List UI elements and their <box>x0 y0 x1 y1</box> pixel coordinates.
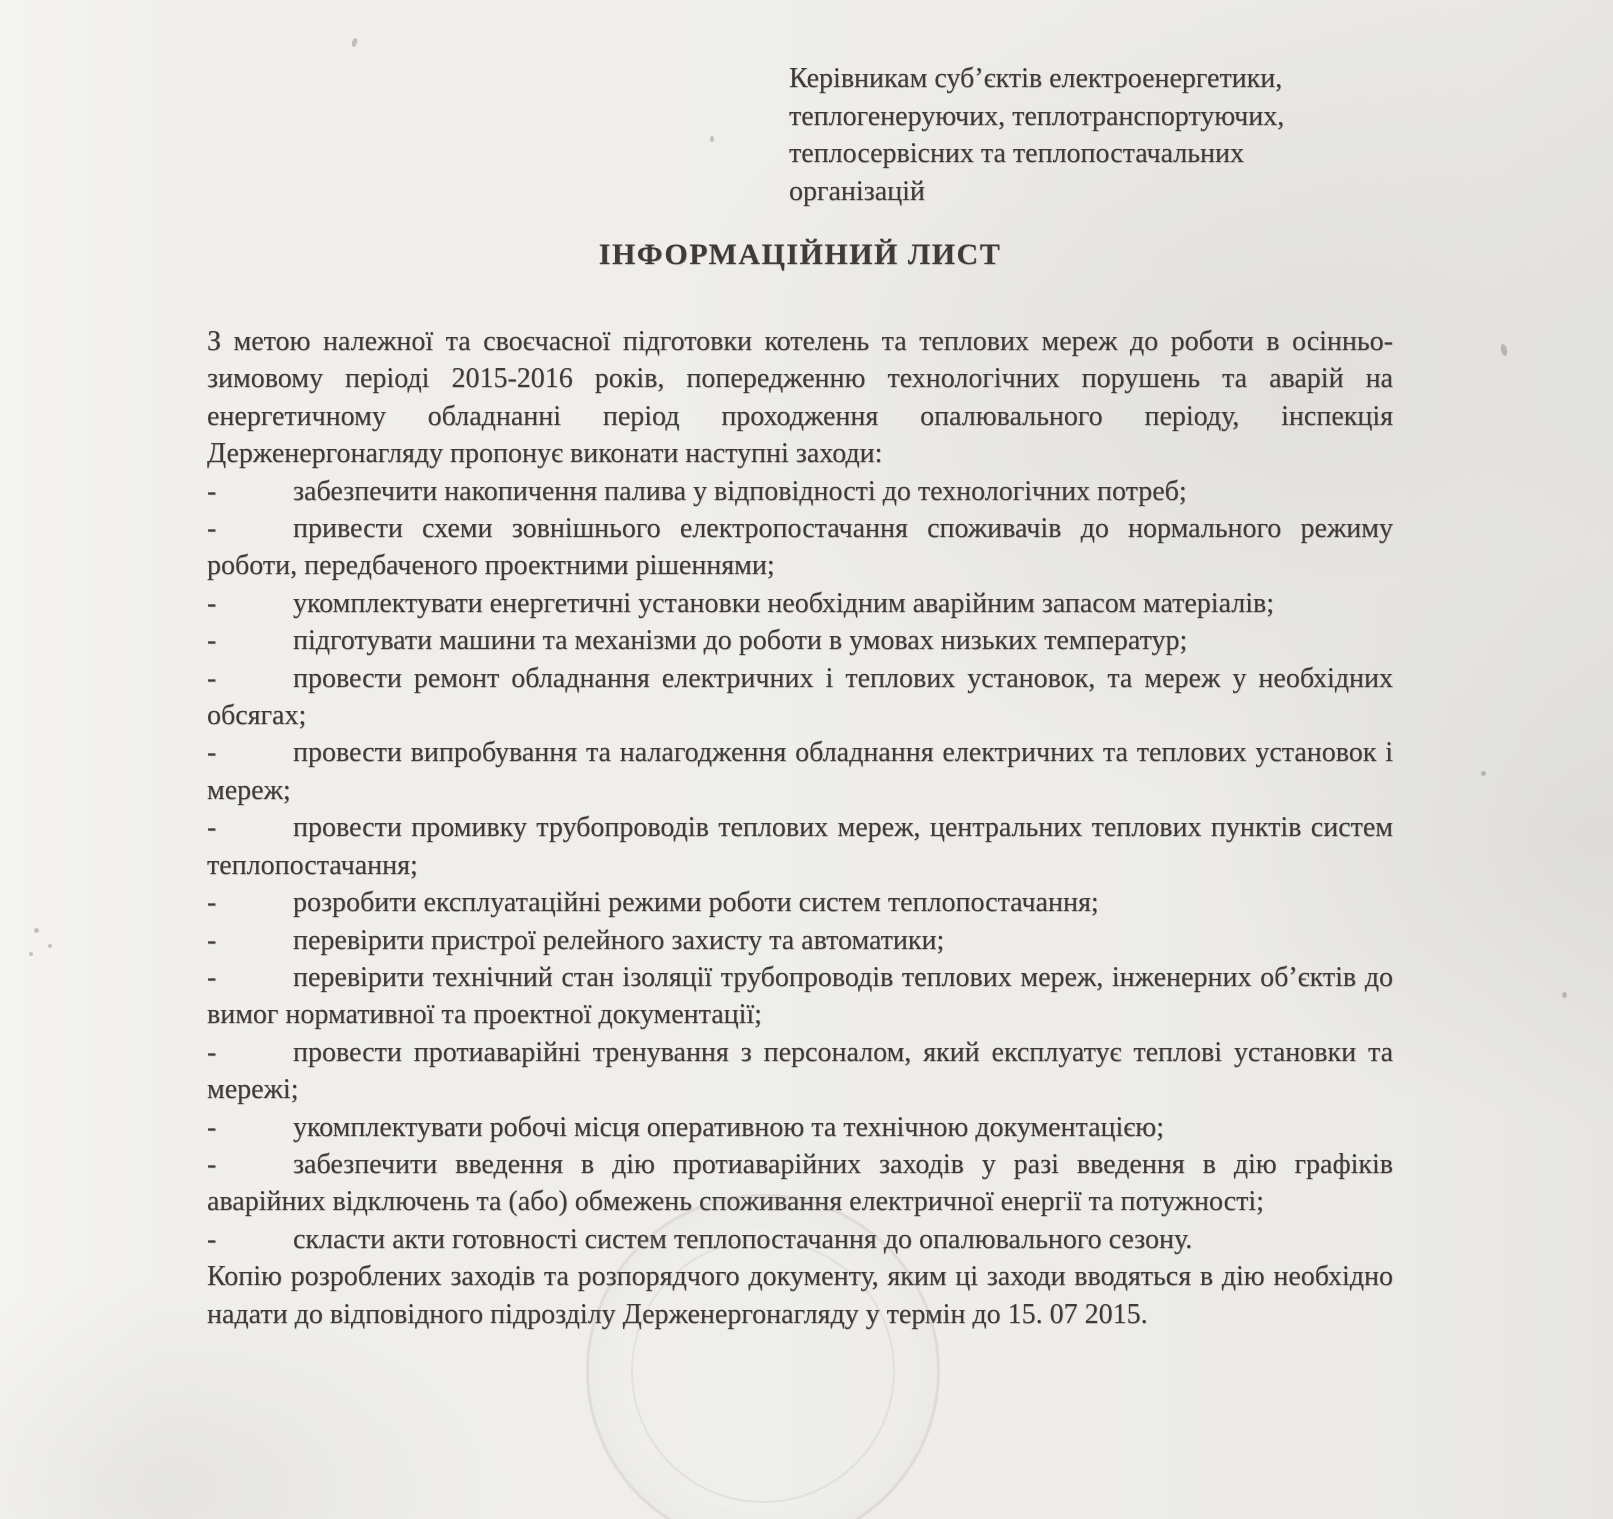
recipient-line: Керівникам суб’єктів електроенергетики, <box>789 63 1283 94</box>
scan-speck <box>1500 344 1508 357</box>
bullet-dash: - <box>207 475 217 507</box>
measure-text: провести протиаварійні тренування з персоналом, який експлуатує теплові установки та мережі; <box>207 1036 1393 1106</box>
document-body <box>207 323 1393 1333</box>
bullet-dash: - <box>207 961 217 993</box>
measure-item <box>207 884 1393 921</box>
measure-item <box>207 1034 1393 1109</box>
bullet-dash: - <box>207 587 217 619</box>
scan-speck <box>710 136 714 142</box>
bullet-dash: - <box>207 924 217 956</box>
measure-text: укомплектувати робочі місця оперативною та технічною документацією; <box>293 1111 1165 1143</box>
scan-speck <box>1562 992 1567 998</box>
measure-text: укомплектувати енергетичні установки необхідним аварійним запасом матеріалів; <box>293 587 1275 619</box>
measure-text: провести промивку трубопроводів теплових мереж, центральних теплових пунктів систем теплопостачання; <box>207 812 1393 881</box>
bullet-dash: - <box>207 1111 217 1143</box>
recipient-line: теплогенеруючих, теплотранспортуючих, <box>789 100 1285 132</box>
closing-paragraph: Копію розроблених заходів та розпорядчого документу, яким ці заходи вводяться в дію необхідно надати до відповідного підрозділу Держенергонагляду у термін до 15. 07 2015. <box>207 1261 1393 1330</box>
measure-text: підготувати машини та механізми до роботи в умовах низьких температур; <box>293 625 1188 657</box>
measure-item <box>207 622 1393 659</box>
measure-item <box>207 809 1393 884</box>
measures-list <box>207 473 1393 1259</box>
bullet-dash: - <box>207 1223 217 1255</box>
measure-text: провести ремонт обладнання електричних і теплових установок, та мереж у необхідних обсягах; <box>207 662 1393 732</box>
measure-text: привести схеми зовнішнього електропостачання споживачів до нормального режиму роботи, передбаченого проектними рішеннями; <box>207 513 1393 582</box>
measure-item <box>207 1109 1393 1146</box>
measure-item <box>207 585 1393 622</box>
round-stamp-inner-ring <box>631 1239 895 1503</box>
recipient-line: організацій <box>789 175 925 207</box>
measure-text: скласти акти готовності систем теплопостачання до опалювального сезону. <box>293 1223 1193 1255</box>
bullet-dash: - <box>207 1148 217 1180</box>
intro-paragraph: З метою належної та своєчасної підготовки котелень та теплових мереж до роботи в осінньо-зимовому періоді 2015-2016 років, попередженню технологічних порушень та аварій на енергетичному обладнанні період проходження опалювального періоду, інспекція Держенергонагляду пропонує виконати наступні заходи: <box>207 326 1393 470</box>
scan-speck <box>29 952 33 956</box>
scan-speck <box>48 944 52 948</box>
measure-item <box>207 922 1393 959</box>
measure-text: перевірити технічний стан ізоляції трубопроводів теплових мереж, інженерних об’єктів до вимог нормативної та проектної документації; <box>207 961 1393 1031</box>
measure-text: забезпечити накопичення палива у відповідності до технологічних потреб; <box>293 475 1187 507</box>
measure-text: забезпечити введення в дію протиаварійних заходів у разі введення в дію графіків аварійних відключень та (або) обмежень споживання електричної енергії та потужності; <box>207 1148 1393 1218</box>
bullet-dash: - <box>207 737 217 769</box>
measure-item <box>207 510 1393 585</box>
scan-speck <box>1481 771 1486 776</box>
scan-speck <box>34 928 39 933</box>
bullet-dash: - <box>207 662 217 694</box>
measure-item <box>207 473 1393 510</box>
measure-item <box>207 959 1393 1034</box>
measure-item <box>207 734 1393 809</box>
scan-speck <box>351 37 359 47</box>
recipient-block <box>789 60 1389 210</box>
bullet-dash: - <box>207 625 217 657</box>
measure-text: провести випробування та налагодження обладнання електричних та теплових установок і мереж; <box>207 737 1393 806</box>
measure-text: розробити експлуатаційні режими роботи систем теплопостачання; <box>293 887 1099 919</box>
bullet-dash: - <box>207 513 217 545</box>
bullet-dash: - <box>207 887 217 919</box>
bullet-dash: - <box>207 1036 217 1068</box>
recipient-line: теплосервісних та теплопостачальних <box>789 138 1244 169</box>
document-title: ІНФОРМАЦІЙНИЙ ЛИСТ <box>598 238 1002 271</box>
measure-text: перевірити пристрої релейного захисту та автоматики; <box>293 924 945 956</box>
bullet-dash: - <box>207 812 217 844</box>
measure-item <box>207 660 1393 735</box>
